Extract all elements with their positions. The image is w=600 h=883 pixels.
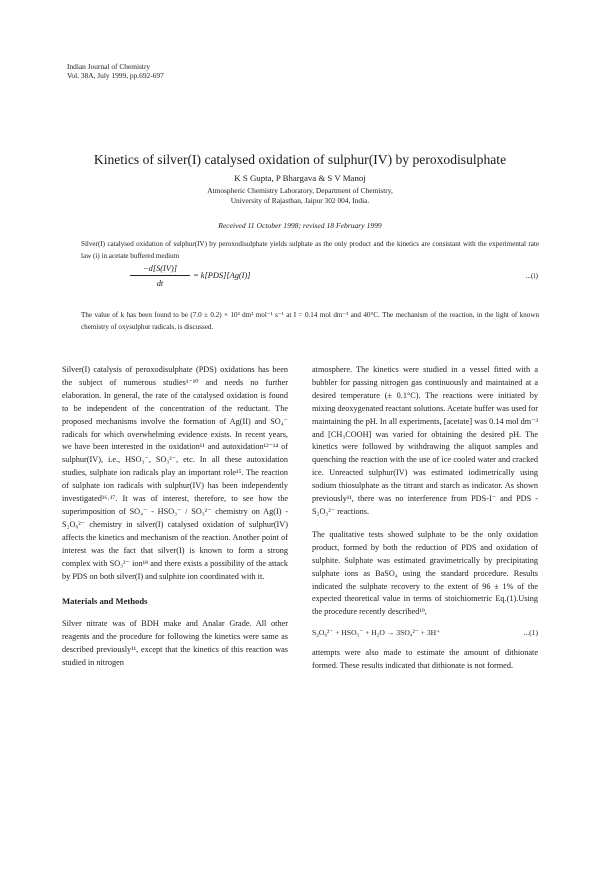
received-dates: Received 11 October 1998; revised 18 February 1999: [218, 221, 382, 230]
abstract-paragraph-2: The value of k has been found to be (7.0 ± 0.2) × 10² dm³ mol⁻¹ s⁻¹ at I = 0.14 mol dm⁻³ and 40°C. The mechanism of the reaction, in the light of known chemistry of oxysulphur radicals, is discussed.: [81, 311, 539, 331]
materials-paragraph: Silver nitrate was of BDH make and Analar Grade. All other reagents and the procedure for following the kinetics were same as described previously¹¹, except that the kinetics of this reaction was studied in nitrogen: [62, 619, 288, 668]
rate-law-denominator: dt: [156, 279, 164, 288]
stoichiometric-equation-number: ...(1): [523, 628, 538, 638]
affiliation: [0, 186, 600, 206]
dithionate-paragraph: attempts were also made to estimate the amount of dithionate formed. These results indicated that dithionate is not formed.: [312, 648, 538, 671]
paper-title: Kinetics of silver(I) catalysed oxidation of sulphur(IV) by peroxodisulphate: [93, 152, 507, 167]
stoichiometric-equation: [312, 627, 538, 641]
rate-law-numerator: −d[S(IV)]: [142, 264, 178, 273]
rate-law-number: ...(i): [525, 271, 538, 280]
rate-law-rhs: = k[PDS][Ag(I)]: [193, 271, 251, 280]
product-analysis-paragraph: The qualitative tests showed sulphate to be the only oxidation product, formed by both the reduction of PDS and oxidation of sulphite. Sulphate was estimated gravimetrically by precipitating sulphate ions as BaSO₄ using the standard procedure. Results indicated the sulphate recovery to the extent of 96 ± 1% of the expected theoretical value in terms of stoichiometric Eq.(1).Using the procedure recently described¹⁹,: [312, 529, 538, 617]
rate-law-fraction: [128, 264, 192, 288]
affiliation-line-1: Atmospheric Chemistry Laboratory, Department of Chemistry,: [207, 186, 393, 195]
rate-law-equation: [128, 264, 538, 298]
authors: K S Gupta, P Bhargava & S V Manoj: [234, 173, 366, 183]
journal-header: [67, 62, 164, 81]
journal-name: Indian Journal of Chemistry: [67, 62, 151, 71]
stoichiometric-equation-text: S₂O₈²⁻ + HSO₃⁻ + H₂O → 3SO₄²⁻ + 3H⁺: [312, 628, 441, 638]
left-column: [62, 364, 288, 670]
fraction-bar: [130, 275, 190, 276]
journal-citation: Vol. 38A, July 1999, pp.692-697: [67, 71, 164, 81]
abstract-paragraph-1: Silver(I) catalysed oxidation of sulphur(IV) by peroxodisulphate yields sulphate as the only product and the kinetics are consistant with the experimental rate law (i) in acetate buffered medium: [81, 240, 539, 260]
intro-paragraph: Silver(I) catalysis of peroxodisulphate (PDS) oxidations has been the subject of numerous studies¹⁻¹⁰ and needs no further elaboration. In general, the rate of the catalysed oxidation is found to be independent of the concentration of the reductant. The proposed mechanisms involve the formation of Ag(II) and SO₄⁻ radicals for which overwhelming evidence exists. In recent years, we have been interested in the oxidation¹¹ and autoxidation¹²⁻¹⁴ of sulphur(IV), i.e., HSO₃⁻, SO₃²⁻, etc. In all these autoxidation studies, sulphate ion radicals play an important role¹⁵. The reaction of sulphate ion radicals with sulphur(IV) has been independently investigated¹⁶˒¹⁷. It was of interest, therefore, to see how the superimposition of SO₄⁻ - HSO₃⁻ / SO₃²⁻ chemistry on Ag(I) - S₂O₈²⁻ chemistry in silver(I) catalysed oxidation of sulphur(IV) affects the kinetics and mechanism of the reaction. Another point of interest was the fact that silver(I) is known to form a strong complex with SO₃²⁻ ion¹⁸ and there exists a possibility of the attack by PDS on both silver(I) and sulphite ion coordinated with it.: [62, 365, 288, 581]
methods-paragraph: atmosphere. The kinetics were studied in a vessel fitted with a bubbler for passing nitrogen gas continuously and maintained at a desired temperature (± 0.1°C). The reactions were initiated by mixing deoxygenated reactant solutions. Acetate buffer was used for maintaining the pH. In all experiments, [acetate] was 0.14 mol dm⁻³ and [CH₃COOH] was varied for obtaining the desired pH. The kinetics were followed by withdrawing the aliquot samples and quenching the reaction with the use of ice cooled water and cracked ice. Unreacted sulphur(IV) was estimated iodimetrically using sodium thiosulphate as the titrant and starch as indicator. As shown previously¹¹, there was no interference from PDS-I⁻ and PDS - S₂O₃²⁻ reactions.: [312, 365, 538, 516]
right-column: [312, 364, 538, 673]
affiliation-line-2: University of Rajasthan, Jaipur 302 004, India.: [230, 196, 370, 205]
section-heading-materials-methods: Materials and Methods: [62, 596, 148, 607]
